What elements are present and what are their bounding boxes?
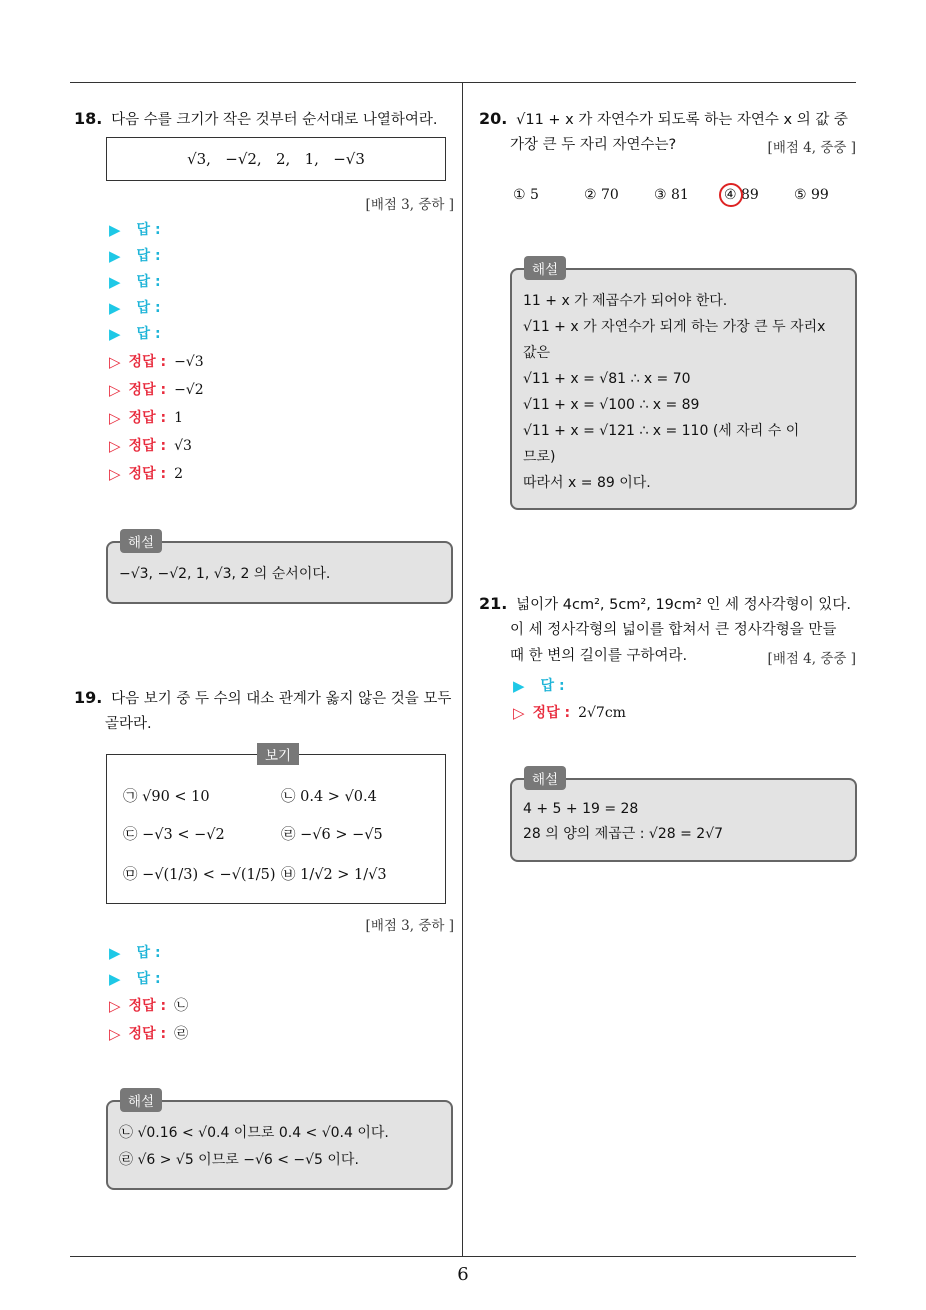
play-icon: ▶: [109, 247, 121, 265]
answer-field[interactable]: ▶ 답 :: [109, 269, 161, 295]
correct-answer: ▷ 정답 : ㉣: [109, 1021, 188, 1047]
choice-5[interactable]: ⑤ 99: [794, 187, 829, 203]
triangle-outline-icon: ▷: [109, 997, 121, 1015]
explanation-line: −√3, −√2, 1, √3, 2 의 순서이다.: [119, 566, 331, 582]
explanation-line: 따라서 x = 89 이다.: [523, 475, 651, 491]
explanation-line: ㉣ √6 > √5 이므로 −√6 < −√5 이다.: [119, 1152, 359, 1168]
choice-1[interactable]: ① 5: [513, 187, 539, 203]
top-rule: [70, 82, 856, 83]
correct-answer: ▷ 정답 : −√2: [109, 377, 204, 403]
play-icon: ▶: [109, 273, 121, 291]
triangle-outline-icon: ▷: [109, 1025, 121, 1043]
explanation-tag: 해설: [524, 766, 566, 790]
question-text: 다음 보기 중 두 수의 대소 관계가 옳지 않은 것을 모두: [111, 691, 452, 707]
question-19: [74, 685, 451, 712]
bogi-item: ㉠ √90 < 10: [123, 789, 210, 805]
explanation-line: √11 + x = √121 ∴ x = 110 (세 자리 수 이: [523, 423, 800, 439]
bogi-item: ㉤ −√(1/3) < −√(1/5): [123, 867, 276, 883]
explanation-line: 4 + 5 + 19 = 28: [523, 801, 639, 817]
play-icon: ▶: [109, 970, 121, 988]
expression: √3, −√2, 2, 1, −√3: [187, 150, 365, 168]
play-icon: ▶: [109, 325, 121, 343]
correct-answer: ▷ 정답 : 2: [109, 461, 183, 487]
explanation-tag: 해설: [120, 1088, 162, 1112]
answer-field[interactable]: ▶ 답 :: [109, 243, 161, 269]
explanation-line: 28 의 양의 제곱근 : √28 = 2√7: [523, 826, 724, 842]
score-meta: [배점 4, 중중 ]: [767, 651, 856, 667]
choice-2[interactable]: ② 70: [584, 187, 619, 203]
explanation-tag: 해설: [120, 529, 162, 553]
question-text-cont: 골라라.: [105, 716, 152, 732]
question-number: 18.: [74, 109, 103, 128]
explanation-line: 11 + x 가 제곱수가 되어야 한다.: [523, 293, 728, 309]
answer-field[interactable]: ▶ 답 :: [109, 295, 161, 321]
score-meta: [배점 4, 중중 ]: [767, 140, 856, 156]
page-number: 6: [457, 1264, 469, 1285]
explanation-box: [106, 1094, 453, 1190]
question-21: [479, 591, 851, 618]
explanation-line: 값은: [523, 345, 551, 361]
question-number: 19.: [74, 688, 103, 707]
answer-field[interactable]: ▶ 답 :: [513, 673, 565, 699]
bogi-item: ㉡ 0.4 > √0.4: [281, 789, 377, 805]
bogi-item: ㉥ 1/√2 > 1/√3: [281, 867, 387, 883]
bogi-box: [106, 748, 446, 904]
triangle-outline-icon: ▷: [109, 465, 121, 483]
correct-answer: ▷ 정답 : ㉡: [109, 993, 188, 1019]
triangle-outline-icon: ▷: [109, 437, 121, 455]
question-20: [479, 106, 848, 133]
explanation-line: 므로): [523, 449, 556, 465]
question-number: 20.: [479, 109, 508, 128]
question-text-cont: 때 한 변의 길이를 구하여라.: [510, 648, 688, 664]
question-text: 넓이가 4cm², 5cm², 19cm² 인 세 정사각형이 있다.: [516, 597, 851, 613]
score-meta: [배점 3, 중하 ]: [365, 197, 454, 213]
choice-3[interactable]: ③ 81: [654, 187, 689, 203]
question-text-cont: 이 세 정사각형의 넓이를 합쳐서 큰 정사각형을 만들: [510, 622, 837, 638]
explanation-tag: 해설: [524, 256, 566, 280]
explanation-box: [106, 535, 453, 604]
question-text: 다음 수를 크기가 작은 것부터 순서대로 나열하여라.: [111, 112, 438, 128]
score-meta: [배점 3, 중하 ]: [365, 918, 454, 934]
correct-answer: ▷ 정답 : 2√7cm: [513, 700, 626, 726]
correct-answer: ▷ 정답 : 1: [109, 405, 183, 431]
bogi-item: ㉣ −√6 > −√5: [281, 827, 383, 843]
bogi-item: ㉢ −√3 < −√2: [123, 827, 225, 843]
question-text: √11 + x 가 자연수가 되도록 하는 자연수 x 의 값 중: [516, 112, 848, 128]
question-text-cont: 가장 큰 두 자리 자연수는?: [510, 137, 677, 153]
correct-answer: ▷ 정답 : −√3: [109, 349, 204, 375]
question-number: 21.: [479, 594, 508, 613]
play-icon: ▶: [109, 944, 121, 962]
play-icon: ▶: [513, 677, 525, 695]
answer-field[interactable]: ▶ 답 :: [109, 966, 161, 992]
bottom-rule: [70, 1256, 856, 1257]
triangle-outline-icon: ▷: [109, 353, 121, 371]
triangle-outline-icon: ▷: [109, 409, 121, 427]
answer-field[interactable]: ▶ 답 :: [109, 940, 161, 966]
triangle-outline-icon: ▷: [513, 704, 525, 722]
answer-field[interactable]: ▶ 답 :: [109, 217, 161, 243]
column-divider: [462, 82, 463, 1257]
play-icon: ▶: [109, 221, 121, 239]
explanation-line: √11 + x = √100 ∴ x = 89: [523, 397, 700, 413]
correct-answer: ▷ 정답 : √3: [109, 433, 192, 459]
expression-box: [106, 137, 446, 181]
explanation-box: [510, 772, 857, 862]
choice-4[interactable]: ④ 89: [724, 187, 759, 203]
explanation-line: √11 + x 가 자연수가 되게 하는 가장 큰 두 자리x: [523, 319, 826, 335]
answer-field[interactable]: ▶ 답 :: [109, 321, 161, 347]
explanation-line: ㉡ √0.16 < √0.4 이므로 0.4 < √0.4 이다.: [119, 1125, 389, 1141]
question-18: [74, 106, 438, 133]
play-icon: ▶: [109, 299, 121, 317]
bogi-tag: 보기: [257, 743, 299, 765]
explanation-line: √11 + x = √81 ∴ x = 70: [523, 371, 691, 387]
explanation-box: [510, 262, 857, 510]
selected-choice-circle: [719, 183, 743, 207]
triangle-outline-icon: ▷: [109, 381, 121, 399]
